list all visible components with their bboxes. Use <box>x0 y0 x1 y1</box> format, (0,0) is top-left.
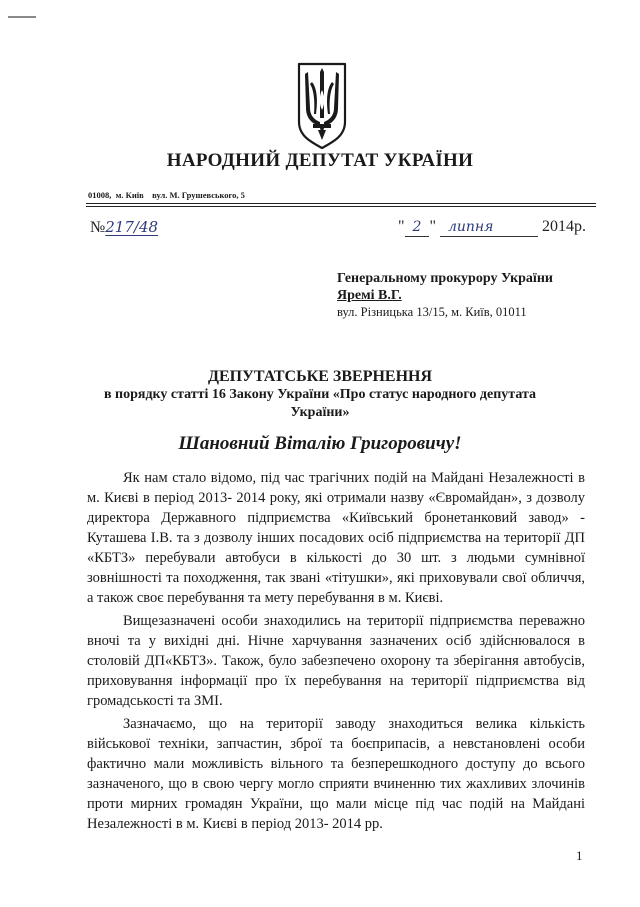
sender-address: 01008, м. Київ вул. М. Грушевського, 5 <box>88 190 245 200</box>
header-rule-top <box>86 203 596 204</box>
registration-number <box>90 218 158 237</box>
header-rule-bottom <box>86 206 596 207</box>
addressee-position: Генеральному прокурору України <box>337 271 553 286</box>
number-prefix: № <box>90 219 106 236</box>
document-title-subtitle: в порядку статті 16 Закону України «Про статус народного депутата <box>103 387 537 402</box>
page-number: 1 <box>576 848 583 863</box>
handwritten-number: 217/48 <box>105 218 159 236</box>
paragraph-1: Як нам стало відомо, під час трагічних подій на Майдані Незалежності в м. Києві в період 2013- 2014 року, які отримали назву «Євромайдан», з дозволу директора Державного підприємства «Київський бронетанковий завод» - Куташева І.В. та з дозволу інших посадових осіб підприємства на території ДП «КБТЗ» перебували автобуси в кількості до 30 шт. з людьми сумнівної зовнішності та походження, так звані «тітушки», які приховували свої обличчя, а також своє перебування та мету перебування в м. Києві. <box>87 470 585 606</box>
date-open-quote: " <box>398 218 405 235</box>
date-close-quote: " <box>429 218 436 235</box>
date-year: 2014р. <box>541 218 586 235</box>
document-title-subtitle-end: України» <box>290 405 350 420</box>
addressee-address: вул. Різницька 13/15, м. Київ, 01011 <box>337 305 527 319</box>
handwritten-day: 2 <box>412 219 422 235</box>
registration-date <box>398 218 586 237</box>
handwritten-month: липня <box>447 219 494 235</box>
letter-body <box>87 468 585 837</box>
header-title: НАРОДНИЙ ДЕПУТАТ УКРАЇНИ <box>166 150 474 171</box>
margin-dash-mark <box>8 16 36 18</box>
paragraph-2: Вищезазначені особи знаходились на території підприємства переважно вночі та у вихідні дні. Нічне харчування зазначених осіб здійснювалося в столовій ДП«КБТЗ». Також, було забезпечено охорону та зберігання автобусів, приховування інформації про їх перебування на території підприємства від громадськості та ЗМІ. <box>87 613 585 709</box>
addressee-name: Яремі В.Г. <box>337 288 402 303</box>
paragraph-3: Зазначаємо, що на території заводу знаходиться велика кількість військової техніки, запчастин, зброї та боєприпасів, а невстановлені особи фактично мали можливість вільного та безперешкодного доступу до всього зазначеного, що в свою чергу могло сприяти вчиненню тих жахливих злочинів проти мирних громадян України, що мали місце під час подій на Майдані Незалежності в м. Києві в період 2013- 2014 рр. <box>87 716 585 832</box>
document-title-main: ДЕПУТАТСЬКЕ ЗВЕРНЕННЯ <box>207 368 433 385</box>
addressee-block <box>337 270 553 321</box>
document-title <box>0 368 640 422</box>
ukraine-trident-icon <box>295 60 349 150</box>
salutation: Шановний Віталію Григоровичу! <box>178 433 462 454</box>
